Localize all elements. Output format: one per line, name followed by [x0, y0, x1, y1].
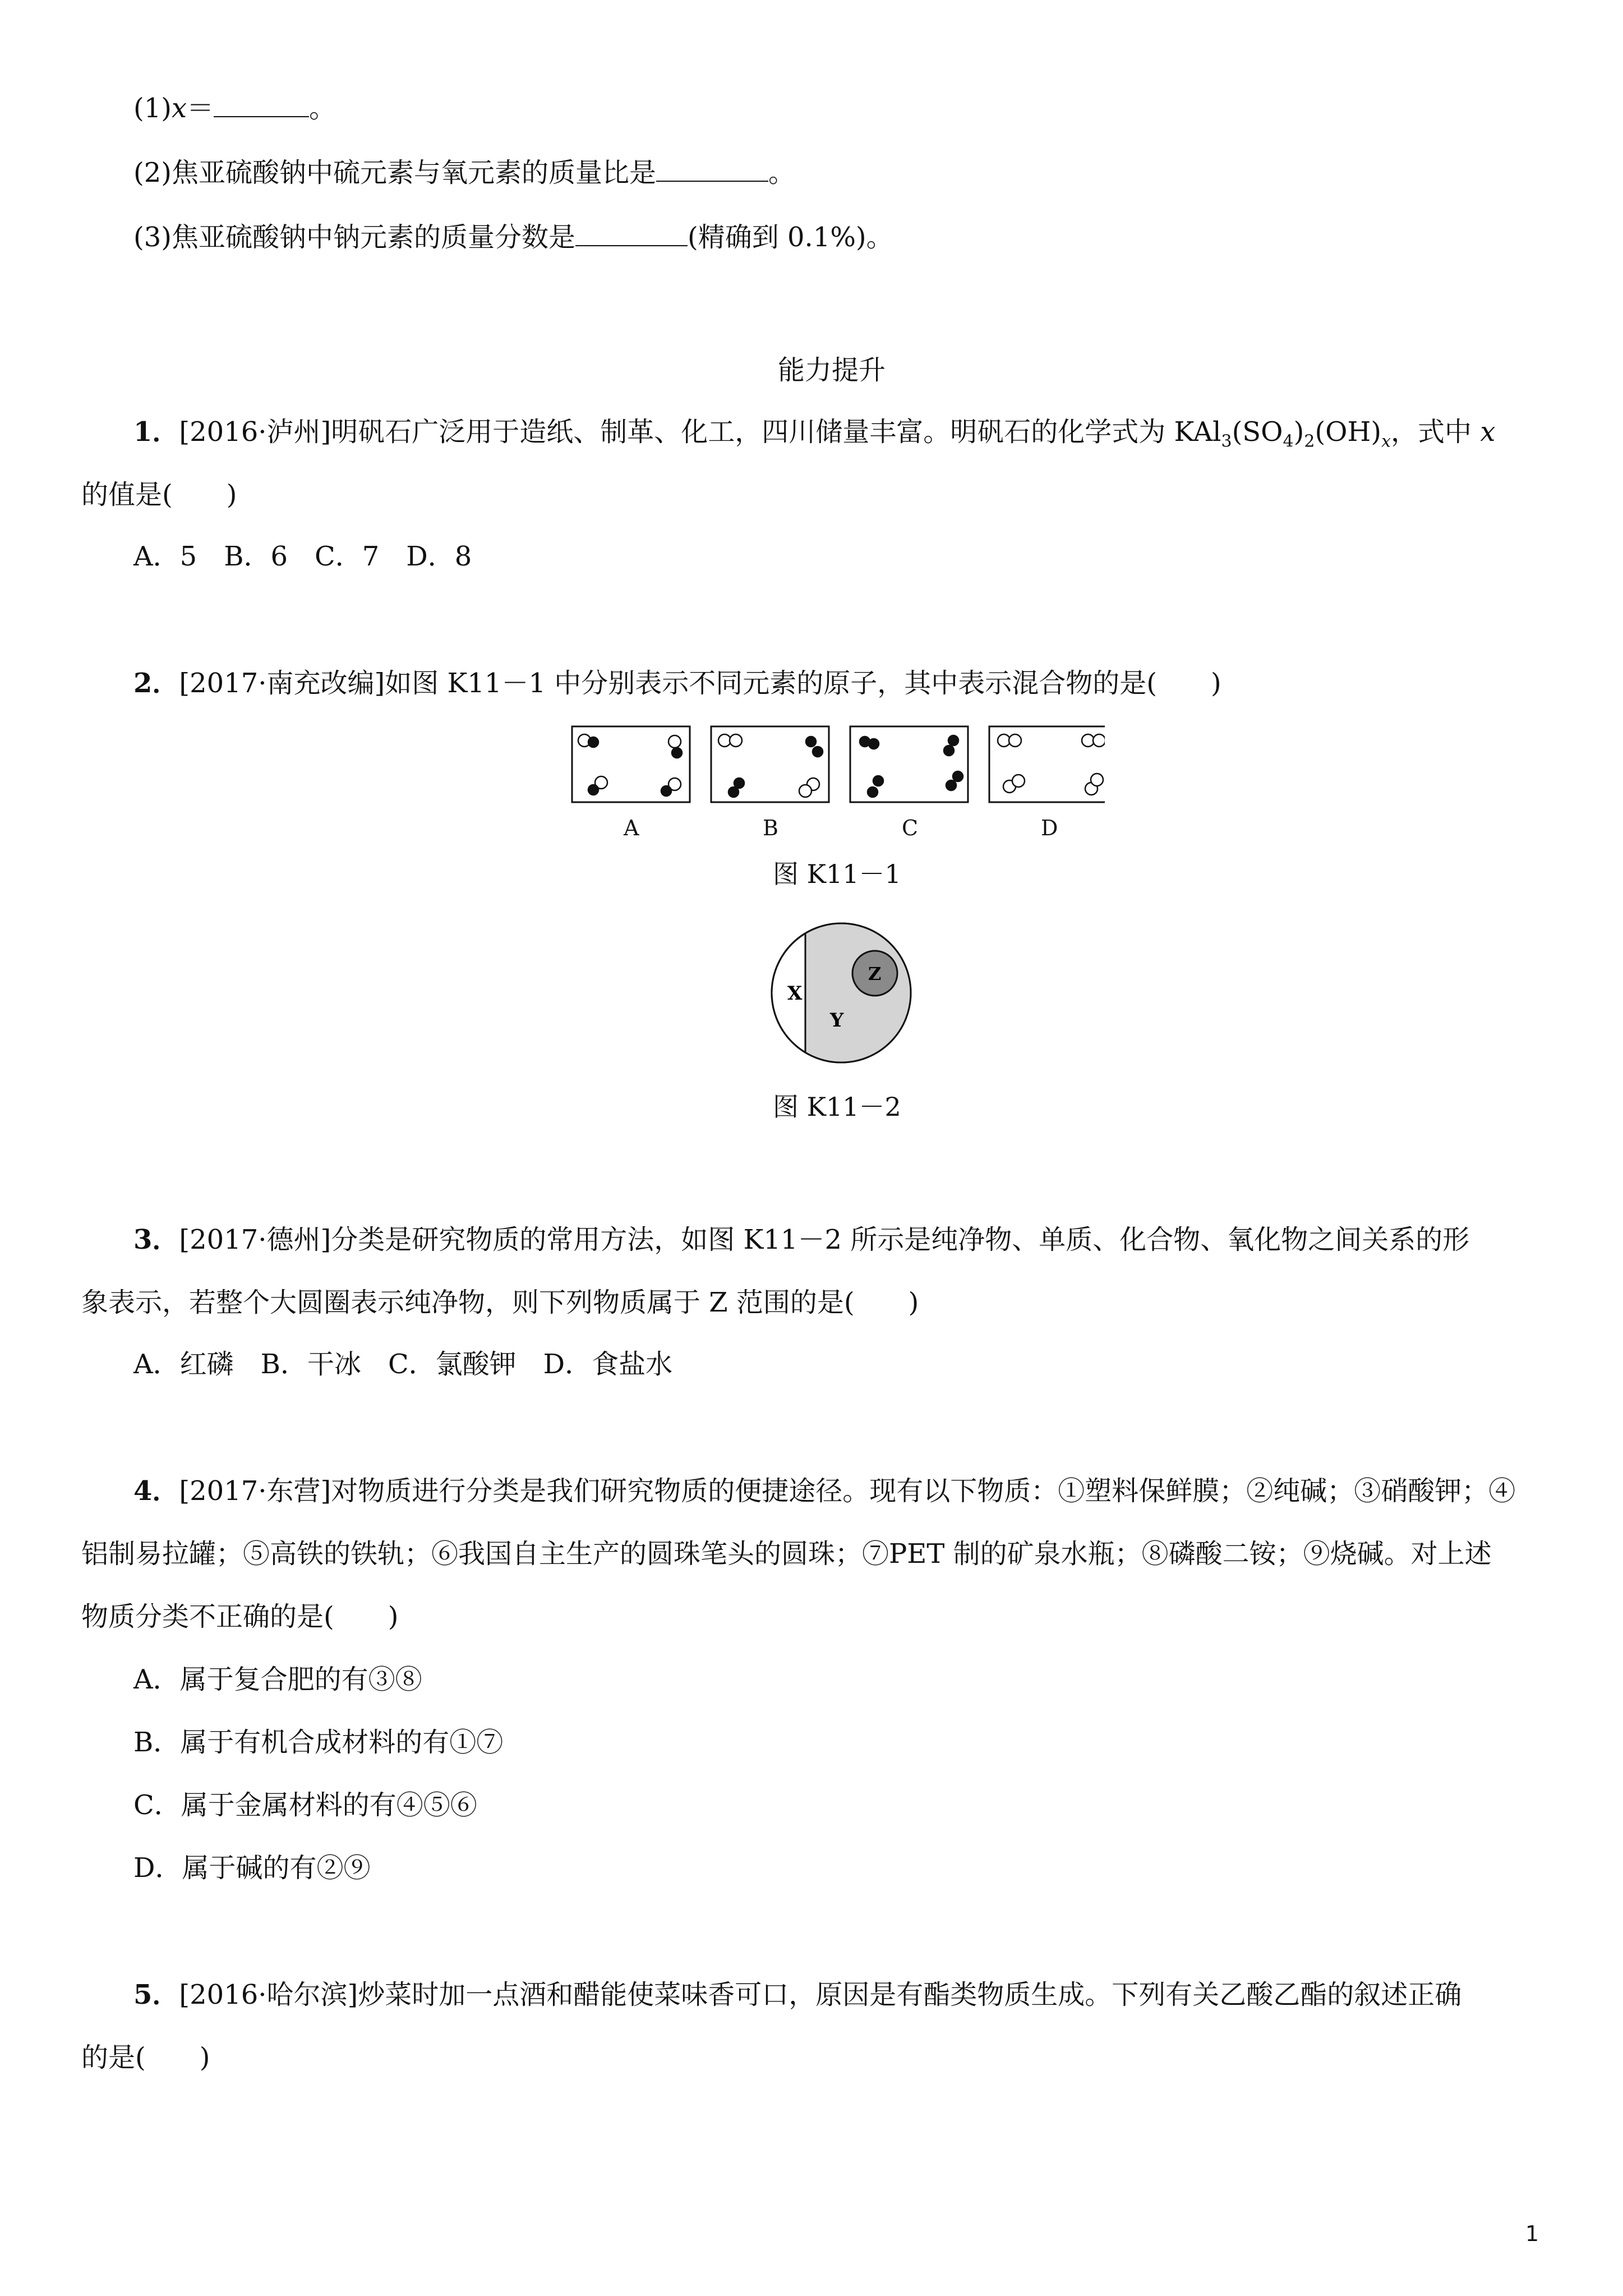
molecules-a — [578, 734, 682, 796]
molecules-d — [998, 734, 1105, 795]
page-number: 1 — [1525, 2221, 1539, 2246]
question-number: 3． — [133, 1224, 179, 1255]
label-z: Z — [868, 963, 882, 984]
subq2-text: (2)焦亚硫酸钠中硫元素与氧元素的质量比是 — [133, 157, 656, 188]
answer-blank[interactable] — [656, 158, 768, 182]
figure-k11-2 — [768, 920, 914, 1066]
fig1-caption: 图 K11－1 — [773, 859, 901, 889]
subq1-eq: ＝ — [187, 93, 214, 124]
q1-formula-part: (SO — [1232, 416, 1283, 448]
question-4-line-2: 铝制易拉罐；⑤高铁的铁轨；⑥我国自主生产的圆珠笔头的圆珠；⑦PET 制的矿泉水瓶；⑧磷酸二铵；⑨烧碱。对上述 — [81, 1538, 1492, 1570]
label-y: Y — [830, 1009, 844, 1032]
q5-text: [2016·哈尔滨]炒菜时加一点酒和醋能使菜味香可口，原因是有酯类物质生成。下列有关乙酸乙酯的叙述正确 — [179, 1979, 1462, 2010]
question-5-line-2: 的是( ) — [81, 2042, 210, 2073]
answer-blank[interactable] — [575, 223, 688, 246]
question-number: 5． — [133, 1979, 179, 2010]
question-4-option-d: D．属于碱的有②⑨ — [133, 1852, 371, 1884]
subscript: 3 — [1221, 431, 1232, 452]
answer-blank[interactable] — [214, 94, 309, 117]
figure-k11-1 — [566, 724, 1105, 836]
q1-formula-part: (OH) — [1315, 416, 1382, 448]
region-y — [805, 920, 914, 1066]
q4-text: [2017·东营]对物质进行分类是我们研究物质的便捷途径。现有以下物质：①塑料保鲜膜；②纯碱；③硝酸钾；④ — [179, 1475, 1516, 1507]
question-number: 2． — [133, 668, 179, 699]
question-1-line-1 — [133, 415, 1495, 459]
question-2-line-1 — [133, 666, 1221, 700]
question-4-option-a: A．属于复合肥的有③⑧ — [133, 1664, 422, 1695]
subscript: 4 — [1283, 431, 1294, 452]
question-3-line-1 — [133, 1223, 1469, 1257]
q1-text-tail: ，式中 — [1391, 416, 1481, 448]
fig2-caption: 图 K11－2 — [773, 1092, 901, 1122]
subq1-prefix: (1) — [133, 93, 172, 124]
section-title: 能力提升 — [778, 355, 886, 386]
question-number: 4． — [133, 1475, 179, 1507]
question-3-options: A．红磷 B．干冰 C．氯酸钾 D．食盐水 — [133, 1349, 673, 1380]
question-4-option-b: B．属于有机合成材料的有①⑦ — [133, 1727, 504, 1758]
var-x: x — [172, 93, 187, 124]
subq2-end: 。 — [768, 157, 796, 188]
fig1-label-c: C — [902, 816, 919, 840]
subquestion-2 — [133, 156, 795, 190]
molecules-b — [718, 734, 823, 797]
question-5-line-1 — [133, 1978, 1461, 2012]
fig1-label-d: D — [1041, 816, 1058, 840]
question-4-line-3: 物质分类不正确的是( ) — [81, 1601, 399, 1632]
question-3-line-2: 象表示，若整个大圆圈表示纯净物，则下列物质属于 Z 范围的是( ) — [81, 1287, 919, 1318]
fig1-label-b: B — [763, 816, 778, 840]
subq3-end: (精确到 0.1%)。 — [688, 222, 893, 253]
subscript: x — [1381, 431, 1391, 452]
question-1-options: A．5 B．6 C．7 D．8 — [133, 541, 472, 572]
subq3-text: (3)焦亚硫酸钠中钠元素的质量分数是 — [133, 222, 575, 253]
subscript: 2 — [1304, 431, 1315, 452]
fig1-label-a: A — [624, 816, 639, 840]
question-number: 1． — [133, 416, 179, 448]
q1-formula-part: ) — [1293, 416, 1304, 448]
subq1-end: 。 — [309, 93, 336, 124]
var-x: x — [1480, 416, 1496, 448]
molecules-c — [860, 735, 963, 797]
subquestion-3 — [133, 220, 893, 254]
question-4-option-c: C．属于金属材料的有④⑤⑥ — [133, 1789, 477, 1821]
question-4-line-1 — [133, 1474, 1515, 1508]
q2-text: [2017·南充改编]如图 K11－1 中分别表示不同元素的原子，其中表示混合物的是( ) — [179, 668, 1221, 699]
q1-text: [2016·泸州]明矾石广泛用于造纸、制革、化工，四川储量丰富。明矾石的化学式为 KAl — [179, 416, 1221, 448]
label-x: X — [787, 982, 803, 1005]
q3-text: [2017·德州]分类是研究物质的常用方法，如图 K11－2 所示是纯净物、单质、化合物、氧化物之间关系的形 — [179, 1224, 1470, 1255]
question-1-line-2: 的值是( ) — [81, 479, 237, 510]
subquestion-1 — [133, 91, 336, 125]
